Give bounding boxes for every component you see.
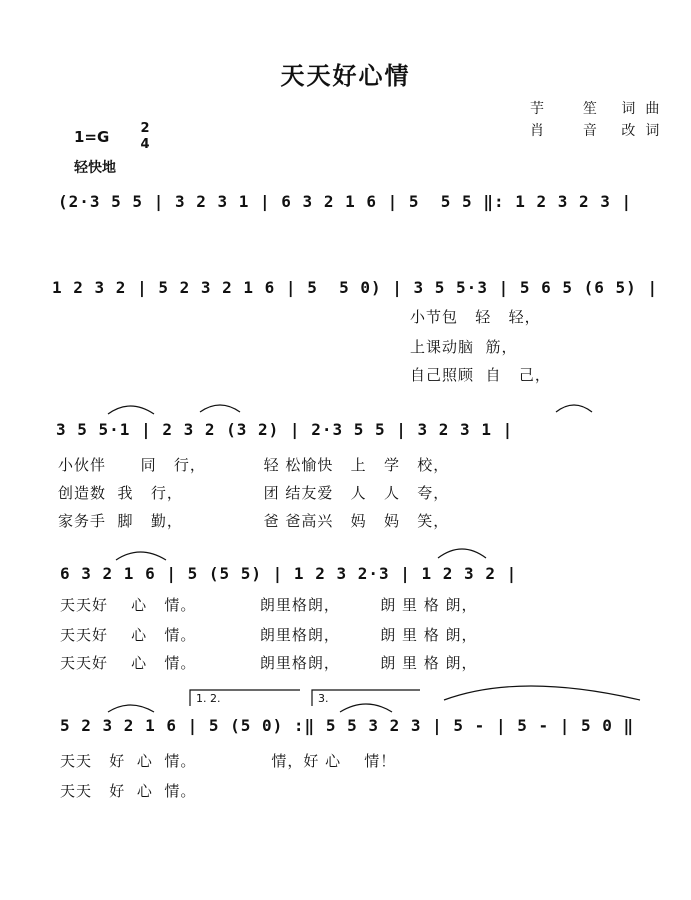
lyric-row-4-verse-1: 天天好 心 情。 朗里格朗， 朗 里 格 朗， bbox=[60, 596, 478, 614]
lyric-row-5-verse-2: 天天 好 心 情。 bbox=[60, 782, 197, 800]
slur bbox=[340, 704, 392, 712]
lyric-row-3-verse-1: 小伙伴 同 行， 轻 松愉快 上 学 校， bbox=[58, 456, 450, 474]
tempo-marking: 轻快地 bbox=[74, 160, 116, 176]
slur bbox=[116, 552, 166, 560]
song-title: 天天好心情 bbox=[280, 61, 411, 90]
volta-1-2-bracket bbox=[190, 690, 300, 706]
credit-lyricist: 肖 音 改词 bbox=[530, 123, 670, 139]
lyric-row-3-verse-3: 家务手 脚 勤， 爸 爸高兴 妈 妈 笑， bbox=[58, 512, 450, 530]
time-signature-bottom: 4 bbox=[140, 137, 150, 152]
key-signature: 1=G bbox=[74, 128, 110, 146]
notation-row-3: 3 5 5·1 | 2 3 2 (3 2) | 2·3 5 5 | 3 2 3 1 | bbox=[56, 420, 514, 439]
slur bbox=[108, 705, 154, 712]
slur bbox=[556, 405, 592, 412]
credit-composer: 芋 笙 词曲 bbox=[530, 101, 670, 117]
notation-row-5: 5 2 3 2 1 6 | 5 (5 0) :‖ 5 5 3 2 3 | 5 - | 5 - | 5 0 ‖ bbox=[60, 716, 635, 735]
notation-row-4: 6 3 2 1 6 | 5 (5 5) | 1 2 3 2·3 | 1 2 3 2 | bbox=[60, 564, 518, 583]
lyric-row-5-verse-1: 天天 好 心 情。 情，好 心 情！ bbox=[60, 752, 397, 770]
lyric-row-4-verse-3: 天天好 心 情。 朗里格朗， 朗 里 格 朗， bbox=[60, 654, 478, 672]
lyric-row-2-verse-3: 自己照顾 自 己， bbox=[410, 366, 551, 384]
slur bbox=[200, 405, 240, 412]
lyric-row-4-verse-2: 天天好 心 情。 朗里格朗， 朗 里 格 朗， bbox=[60, 626, 478, 644]
time-signature-top: 2 bbox=[140, 121, 150, 136]
volta-1-2-label: 1. 2. bbox=[196, 692, 221, 705]
notation-row-2: 1 2 3 2 | 5 2 3 2 1 6 | 5 5 0) | 3 5 5·3 | 5 6 5 (6 5) | bbox=[52, 278, 659, 297]
lyric-row-2-verse-1: 小节包 轻 轻， bbox=[410, 308, 541, 326]
volta-3-label: 3. bbox=[318, 692, 329, 705]
lyric-row-2-verse-2: 上课动脑 筋， bbox=[410, 338, 518, 356]
slur bbox=[108, 406, 154, 414]
slur bbox=[438, 549, 486, 558]
tie bbox=[444, 686, 640, 700]
lyric-row-3-verse-2: 创造数 我 行， 团 结友爱 人 人 夸， bbox=[58, 484, 450, 502]
notation-row-1: (2·3 5 5 | 3 2 3 1 | 6 3 2 1 6 | 5 5 5 ‖: 1 2 3 2 3 | bbox=[58, 192, 633, 211]
